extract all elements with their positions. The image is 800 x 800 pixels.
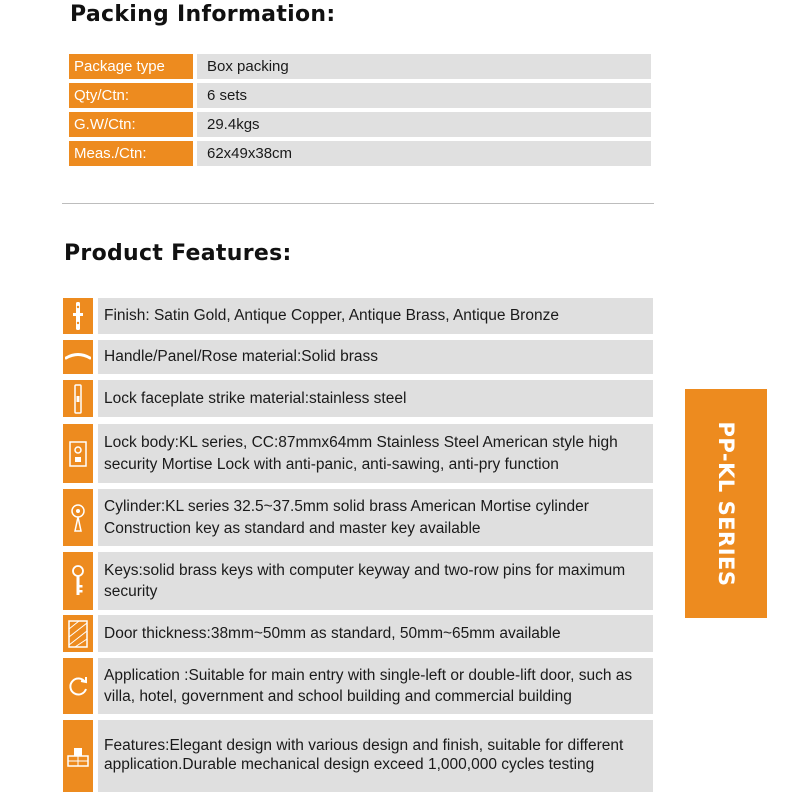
durability-icon <box>63 720 93 792</box>
faceplate-icon <box>63 380 93 417</box>
packing-row <box>69 141 651 166</box>
cylinder-icon <box>63 489 93 546</box>
feature-text: Lock body:KL series, CC:87mmx64mm Stainless Steel American style high security Mortise Lock with anti-panic, anti-sawing, anti-pry function <box>98 424 653 483</box>
feature-text: Features:Elegant design with various design and finish, suitable for different application.Durable mechanical design exceed 1,000,000 cycles testing <box>98 720 653 792</box>
key-icon <box>63 552 93 610</box>
feature-text: Application :Suitable for main entry with single-left or double-lift door, such as villa, hotel, government and school building and commercial building <box>98 658 653 714</box>
packing-value: 29.4kgs <box>197 112 651 137</box>
product-features-title: Product Features: <box>64 241 292 266</box>
feature-item-lock-body <box>63 424 653 483</box>
packing-label: Meas./Ctn: <box>69 141 193 166</box>
packing-label: Package type <box>69 54 193 79</box>
series-badge <box>685 389 767 618</box>
packing-info-title: Packing Information: <box>70 2 336 27</box>
packing-label: G.W/Ctn: <box>69 112 193 137</box>
section-divider <box>62 203 654 204</box>
feature-item-handle-material <box>63 340 653 374</box>
application-icon <box>63 658 93 714</box>
feature-text: Door thickness:38mm~50mm as standard, 50mm~65mm available <box>98 615 653 652</box>
series-label: PP-KL SERIES <box>714 420 738 587</box>
feature-item-keys <box>63 552 653 610</box>
packing-table <box>69 54 651 170</box>
packing-value: 6 sets <box>197 83 651 108</box>
feature-item-door-thickness <box>63 615 653 652</box>
feature-item-faceplate <box>63 380 653 417</box>
feature-item-finish <box>63 298 653 334</box>
packing-value: Box packing <box>197 54 651 79</box>
feature-item-durability <box>63 720 653 792</box>
packing-value: 62x49x38cm <box>197 141 651 166</box>
feature-text: Lock faceplate strike material:stainless steel <box>98 380 653 417</box>
handle-icon <box>63 298 93 334</box>
feature-text: Finish: Satin Gold, Antique Copper, Antique Brass, Antique Bronze <box>98 298 653 334</box>
packing-row <box>69 83 651 108</box>
packing-row <box>69 54 651 79</box>
feature-text: Cylinder:KL series 32.5~37.5mm solid brass American Mortise cylinder Construction key as standard and master key available <box>98 489 653 546</box>
packing-row <box>69 112 651 137</box>
feature-text: Keys:solid brass keys with computer keyway and two-row pins for maximum security <box>98 552 653 610</box>
lever-icon <box>63 340 93 374</box>
feature-item-application <box>63 658 653 714</box>
feature-item-cylinder <box>63 489 653 546</box>
lock-body-icon <box>63 424 93 483</box>
packing-label: Qty/Ctn: <box>69 83 193 108</box>
door-thickness-icon <box>63 615 93 652</box>
feature-text: Handle/Panel/Rose material:Solid brass <box>98 340 653 374</box>
